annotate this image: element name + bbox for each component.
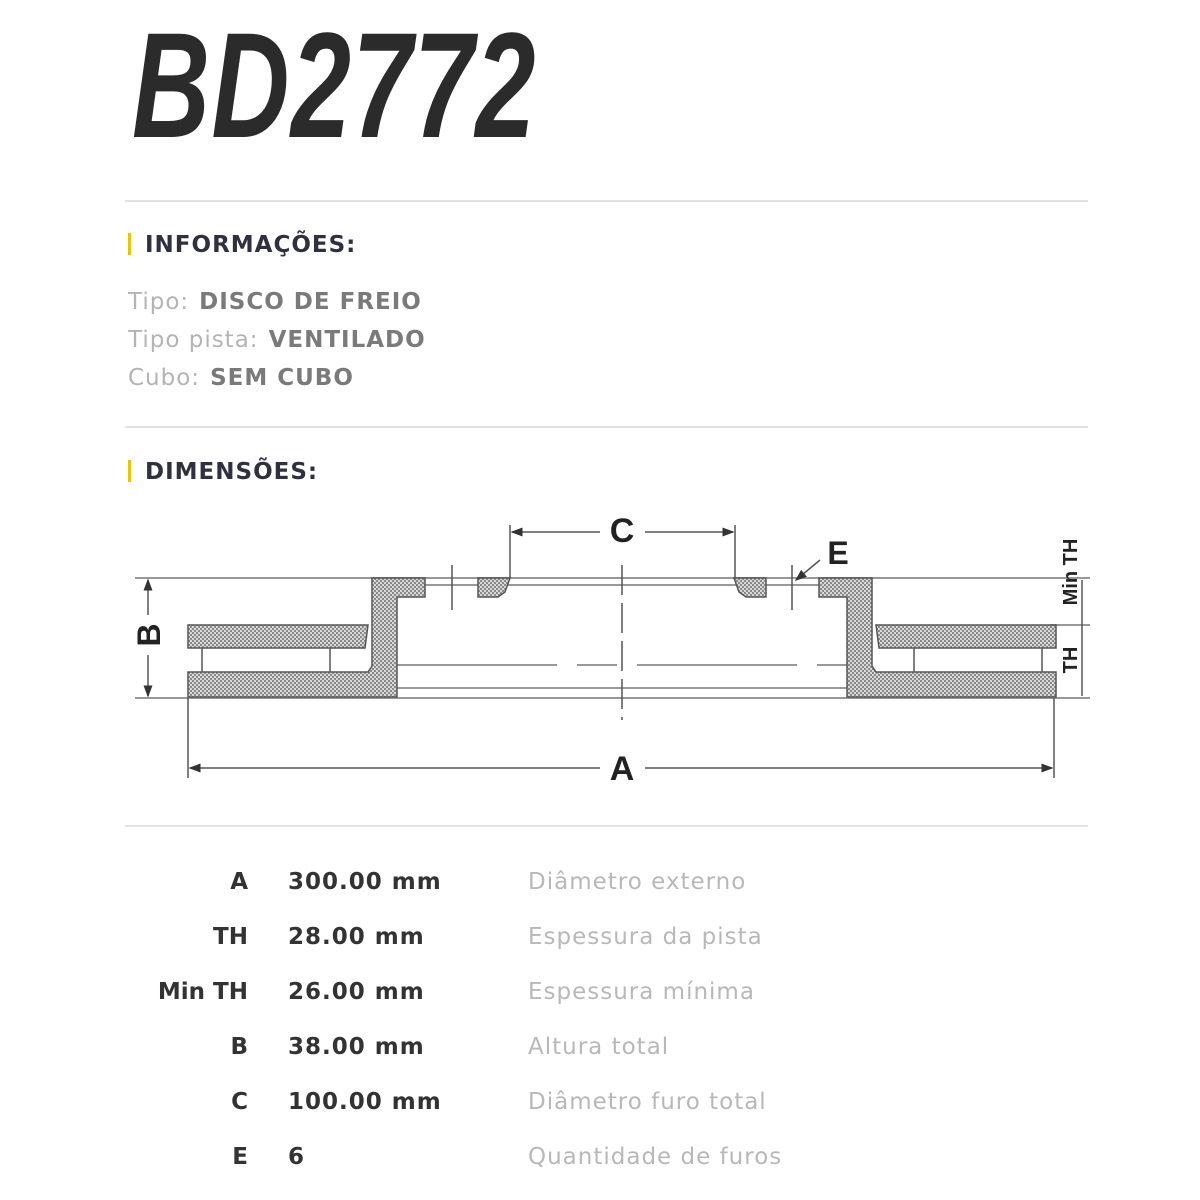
dimension-row [0,924,1200,964]
dim-label-e: E [827,535,849,571]
info-label: Cubo: [128,365,201,391]
dimension-row [0,1144,1200,1184]
dimension-key: Min TH [157,979,248,1005]
dimension-key: A [230,869,248,895]
dimension-key: C [231,1089,248,1115]
dimension-description: Diâmetro externo [528,869,747,895]
info-value: DISCO DE FREIO [199,289,422,315]
dimension-value: 300.00 mm [288,869,442,895]
dimension-description: Altura total [528,1034,670,1060]
info-heading-text: INFORMAÇÕES: [145,232,357,258]
dimension-value: 28.00 mm [288,924,425,950]
dim-label-b: B [131,623,167,647]
info-value: VENTILADO [268,327,426,353]
info-label: Tipo: [128,289,190,315]
dimension-value: 38.00 mm [288,1034,425,1060]
dimension-description: Espessura mínima [528,979,755,1005]
info-label: Tipo pista: [128,327,259,353]
divider [125,825,1088,827]
dim-label-a: A [609,750,635,788]
dimension-description: Quantidade de furos [528,1144,783,1170]
dimension-row [0,1034,1200,1074]
dimension-row [0,869,1200,909]
dimension-key: B [230,1034,248,1060]
dimensions-heading-text: DIMENSÕES: [145,459,319,485]
dimension-key: E [232,1144,248,1170]
dimension-description: Diâmetro furo total [528,1089,767,1115]
dimension-value: 6 [288,1144,306,1170]
dimension-value: 100.00 mm [288,1089,442,1115]
dimension-row [0,1089,1200,1129]
dim-label-min-th: Min TH [1060,538,1082,606]
dimension-row [0,979,1200,1019]
dimension-value: 26.00 mm [288,979,425,1005]
dimension-description: Espessura da pista [528,924,763,950]
dim-label-c: C [609,512,635,550]
part-number-title: BD2772 [132,1,537,169]
dim-label-th: TH [1060,646,1082,674]
dimension-key: TH [213,924,248,950]
info-value: SEM CUBO [210,365,354,391]
